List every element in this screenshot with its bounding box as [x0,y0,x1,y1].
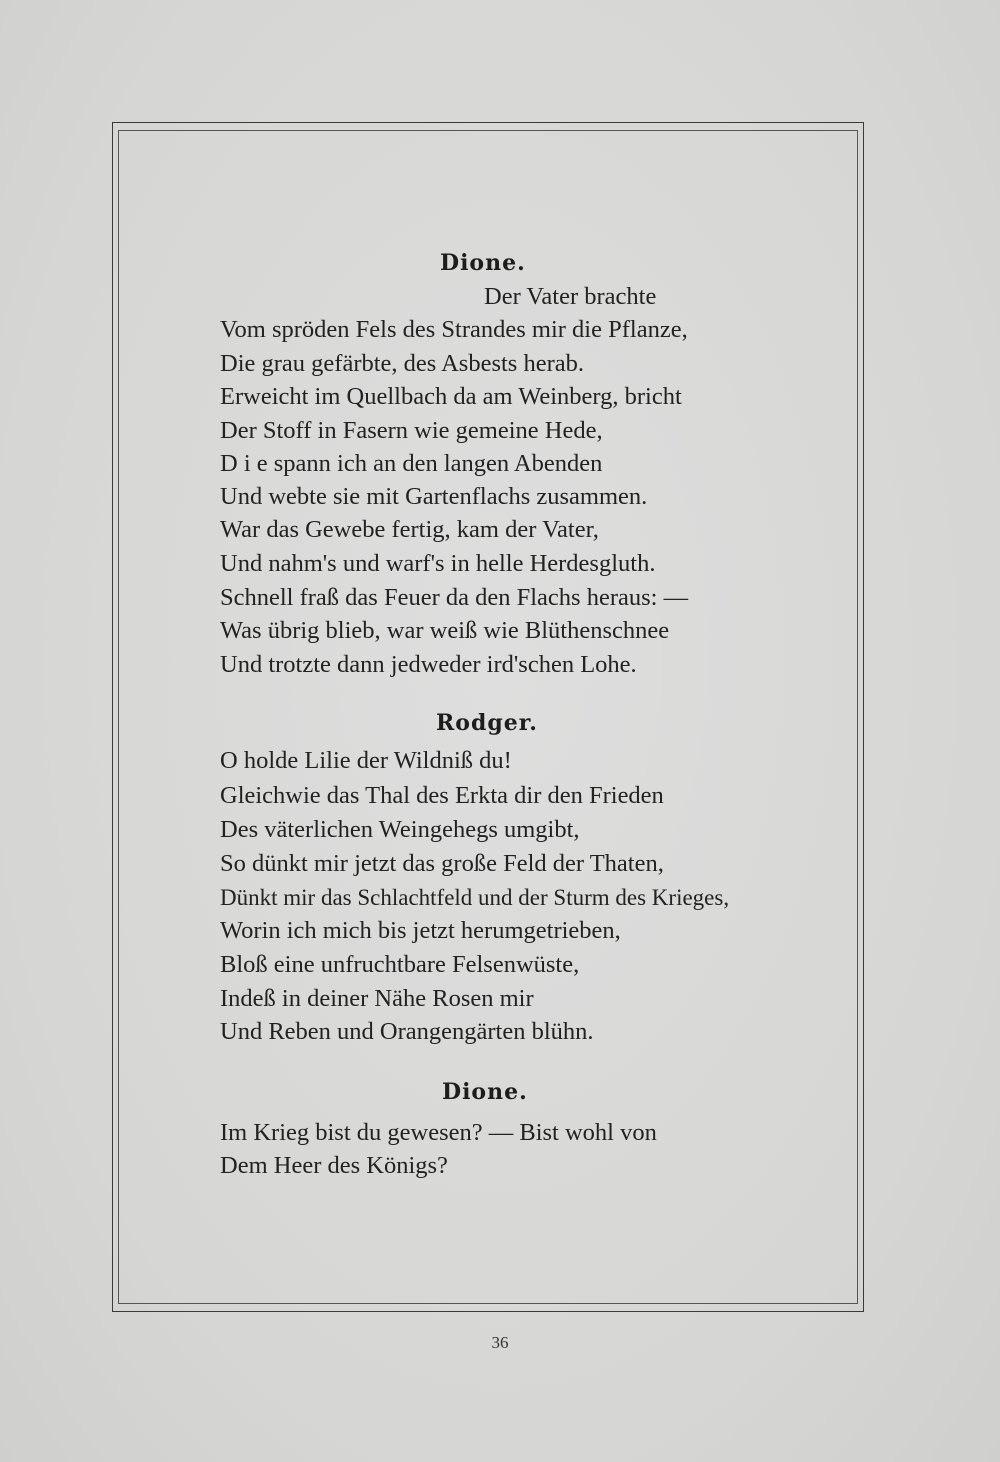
verse-line: O holde Lilie der Wildniß du! [220,747,512,774]
verse-line: Der Vater brachte [484,283,657,310]
verse-line: Und trotzte dann jedweder ird'schen Lohe. [220,651,637,678]
speaker-heading-dione: Dione. [440,250,526,276]
verse-line: D i e spann ich an den langen Abenden [220,450,603,477]
speaker-heading-rodger: Rodger. [436,710,538,736]
verse-line: War das Gewebe fertig, kam der Vater, [220,516,599,543]
verse-line: Indeß in deiner Nähe Rosen mir [220,985,534,1012]
verse-line: Worin ich mich bis jetzt herumgetrieben, [220,917,621,944]
verse-line: Erweicht im Quellbach da am Weinberg, bricht [220,383,682,410]
verse-line: Bloß eine unfruchtbare Felsenwüste, [220,951,580,978]
verse-line: Und webte sie mit Gartenflachs zusammen. [220,483,648,510]
verse-line: Der Stoff in Fasern wie gemeine Hede, [220,417,603,444]
verse-line: Die grau gefärbte, des Asbests herab. [220,350,584,377]
verse-line: Schnell fraß das Feuer da den Flachs heraus: — [220,584,689,611]
page-number: 36 [491,1333,509,1352]
verse-line: Dünkt mir das Schlachtfeld und der Sturm des Krieges, [220,885,730,910]
verse-line: Vom spröden Fels des Strandes mir die Pflanze, [220,316,688,343]
verse-line: Im Krieg bist du gewesen? — Bist wohl von [220,1119,657,1146]
verse-line: Gleichwie das Thal des Erkta dir den Frieden [220,782,664,809]
verse-line: Und Reben und Orangengärten blühn. [220,1018,594,1045]
verse-line: Dem Heer des Königs? [220,1152,448,1179]
verse-line: So dünkt mir jetzt das große Feld der Thaten, [220,850,664,877]
speaker-heading-dione: Dione. [442,1079,528,1105]
verse-line: Des väterlichen Weingehegs umgibt, [220,816,580,843]
verse-line: Was übrig blieb, war weiß wie Blüthenschnee [220,617,670,644]
verse-line: Und nahm's und warf's in helle Herdesgluth. [220,550,656,577]
